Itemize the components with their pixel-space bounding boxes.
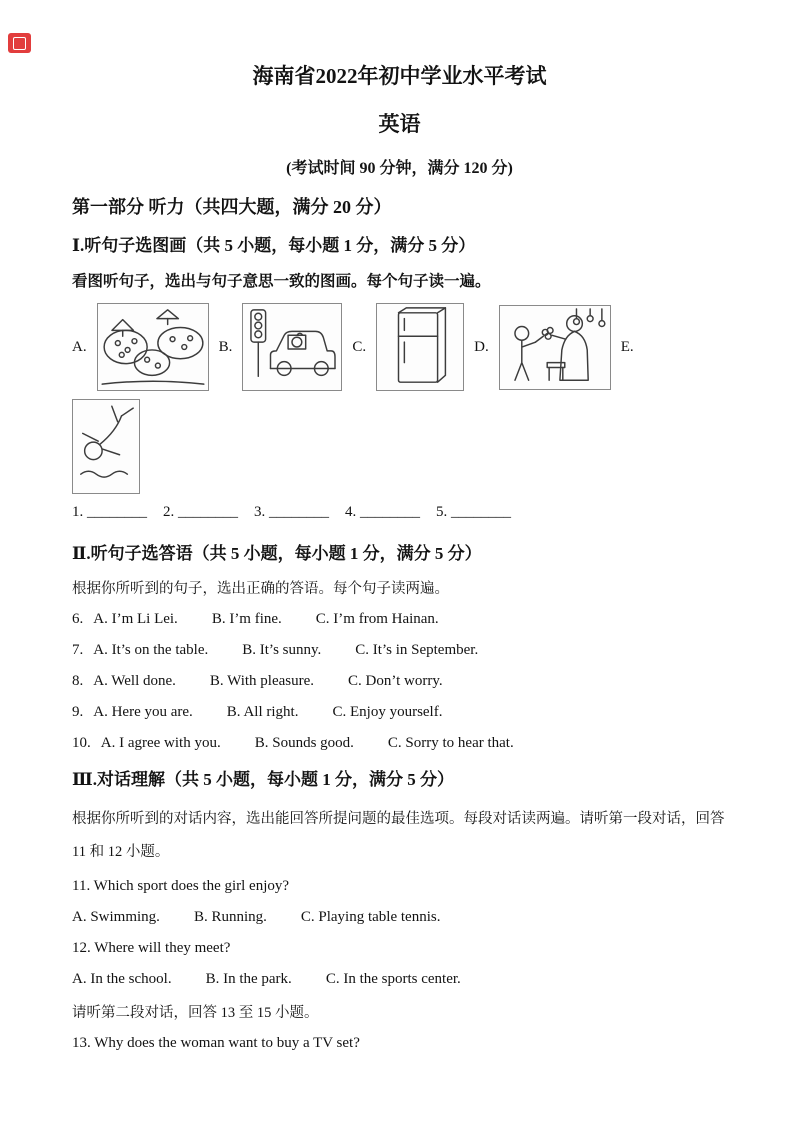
option-c: C. Enjoy yourself.	[332, 704, 443, 720]
option-a: A. It’s on the table.	[93, 642, 209, 658]
question-row-6	[72, 610, 727, 628]
question-11: 11. Which sport does the girl enjoy?	[72, 878, 290, 894]
car-traffic-light-illustration	[243, 304, 341, 390]
picture-label-e: E.	[620, 338, 634, 355]
picture-a	[97, 303, 209, 391]
orchard-picking-illustration	[98, 304, 208, 390]
refrigerator-illustration	[377, 304, 463, 390]
section1-heading: Ⅰ.听句子选图画（共 5 小题，每小题 1 分，满分 5 分）	[72, 236, 476, 255]
question-row-10	[72, 734, 727, 752]
picture-label-c: C.	[352, 338, 367, 355]
option-b: B. In the park.	[205, 971, 292, 987]
blank-2: 2. ________	[163, 504, 238, 520]
option-c: C. Playing table tennis.	[300, 909, 441, 925]
question-number: 8.	[72, 673, 84, 689]
pictures-row	[72, 303, 727, 391]
picture-label-a: A.	[72, 338, 87, 355]
blank-4: 4. ________	[345, 504, 420, 520]
exam-title: 海南省2022年初中学业水平考试	[252, 64, 547, 88]
section3-heading: Ⅲ.对话理解（共 5 小题，每小题 1 分，满分 5 分）	[72, 770, 454, 789]
option-b: B. It’s sunny.	[242, 642, 322, 658]
option-a: A. Here you are.	[93, 704, 193, 720]
option-c: C. Don’t worry.	[348, 673, 443, 689]
question-row-9	[72, 703, 727, 721]
option-c: C. Sorry to hear that.	[387, 735, 514, 751]
blank-5: 5. ________	[436, 504, 511, 520]
blank-1: 1. ________	[72, 504, 147, 520]
dialog2-prompt: 请听第二段对话，回答 13 至 15 小题。	[72, 1005, 319, 1021]
option-a: A. Well done.	[93, 673, 176, 689]
option-b: B. With pleasure.	[209, 673, 315, 689]
giving-flowers-illustration	[500, 306, 610, 389]
section1-instruction: 看图听句子，选出与句子意思一致的图画。每个句子读一遍。	[72, 273, 491, 290]
question-12-options	[72, 970, 727, 988]
diving-illustration	[73, 400, 139, 493]
option-a: A. I agree with you.	[100, 735, 221, 751]
red-seal-icon	[8, 33, 31, 53]
option-a: A. Swimming.	[72, 909, 160, 925]
question-number: 6.	[72, 611, 84, 627]
option-b: B. Running.	[193, 909, 267, 925]
option-c: C. It’s in September.	[355, 642, 479, 658]
picture-label-b: B.	[218, 338, 233, 355]
picture-label-d: D.	[474, 338, 489, 355]
question-number: 7.	[72, 642, 84, 658]
option-a: A. In the school.	[72, 971, 172, 987]
subject-title: 英语	[378, 112, 421, 136]
option-b: B. I’m fine.	[211, 611, 282, 627]
question-11-options	[72, 908, 727, 926]
picture-b	[242, 303, 342, 391]
blank-3: 3. ________	[254, 504, 329, 520]
exam-info: (考试时间 90 分钟，满分 120 分)	[286, 160, 513, 177]
question-row-7	[72, 641, 727, 659]
section3-instruction: 根据你所听到的对话内容，选出能回答所提问题的最佳选项。每段对话读两遍。请听第一段对话，回答 11 和 12 小题。	[72, 811, 725, 860]
question-number: 9.	[72, 704, 84, 720]
section2-instruction: 根据你所听到的句子，选出正确的答语。每个句子读两遍。	[72, 581, 449, 597]
question-12: 12. Where will they meet?	[72, 940, 231, 956]
question-number: 10.	[72, 735, 91, 751]
option-a: A. I’m Li Lei.	[93, 611, 178, 627]
option-b: B. All right.	[226, 704, 299, 720]
section2-heading: Ⅱ.听句子选答语（共 5 小题，每小题 1 分，满分 5 分）	[72, 544, 482, 563]
part1-heading: 第一部分 听力（共四大题，满分 20 分）	[72, 197, 392, 217]
option-c: C. I’m from Hainan.	[315, 611, 439, 627]
picture-c	[376, 303, 464, 391]
option-b: B. Sounds good.	[254, 735, 354, 751]
picture-d	[499, 305, 611, 390]
answer-blanks	[72, 504, 727, 521]
picture-e	[72, 399, 140, 494]
option-c: C. In the sports center.	[325, 971, 461, 987]
question-13: 13. Why does the woman want to buy a TV set?	[72, 1035, 360, 1051]
question-row-8	[72, 672, 727, 690]
